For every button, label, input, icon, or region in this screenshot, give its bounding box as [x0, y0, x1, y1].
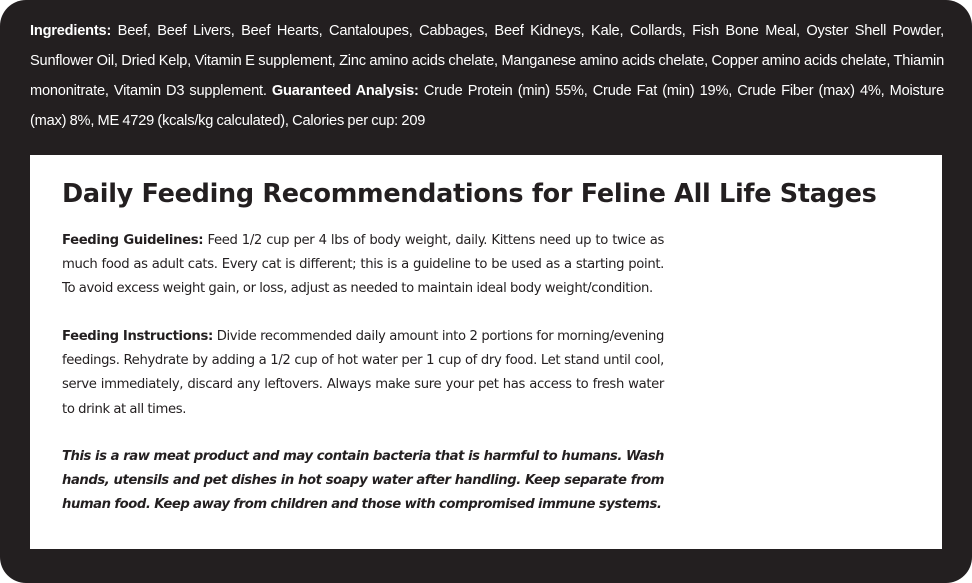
ingredients-label: Ingredients: [30, 23, 112, 39]
feeding-guidelines [62, 229, 664, 302]
feeding-instructions-label: Feeding Instructions: [62, 329, 213, 344]
ingredients-section [30, 16, 944, 136]
safety-warning: This is a raw meat product and may contain bacteria that is harmful to humans. Wash hands, utensils and pet dishes in hot soapy water after handling. Keep separate from human food. Keep away from children and those with compromised immune systems. [62, 449, 664, 513]
feeding-instructions-text: Divide recommended daily amount into 2 portions for morning/evening feedings. Rehydrate by adding a 1/2 cup of hot water per 1 cup of dry food. Let stand until cool, serve immediately, discard any leftovers. Always make sure your pet has access to fresh water to drink at all times. [62, 329, 664, 417]
feeding-guidelines-text: Feed 1/2 cup per 4 lbs of body weight, daily. Kittens need up to twice as much food as adult cats. Every cat is different; this is a guideline to be used as a starting point. To avoid excess weight gain, or loss, adjust as needed to maintain ideal body weight/condition. [62, 233, 665, 297]
feeding-guidelines-label: Feeding Guidelines: [62, 233, 204, 248]
feeding-title: Daily Feeding Recommendations for Feline All Life Stages [62, 179, 877, 209]
guaranteed-analysis-label: Guaranteed Analysis: [271, 83, 419, 99]
feeding-instructions [62, 325, 664, 422]
guaranteed-analysis-text: Crude Protein (min) 55%, Crude Fat (min) 19%, Crude Fiber (max) 4%, Moisture (max) 8%, ME 4729 (kcals/kg calculated), Calories per cup: 209 [30, 83, 944, 129]
ingredients-text: Beef, Beef Livers, Beef Hearts, Cantaloupes, Cabbages, Beef Kidneys, Kale, Collards, Fish Bone Meal, Oyster Shell Powder, Sunflower Oil, Dried Kelp, Vitamin E supplement, Zinc amino acids chelate, Manganese amino acids chelate, Copper amino acids chelate, Thiamin mononitrate, Vitamin D3 supplement. [30, 23, 945, 99]
feeding-panel [30, 155, 942, 549]
